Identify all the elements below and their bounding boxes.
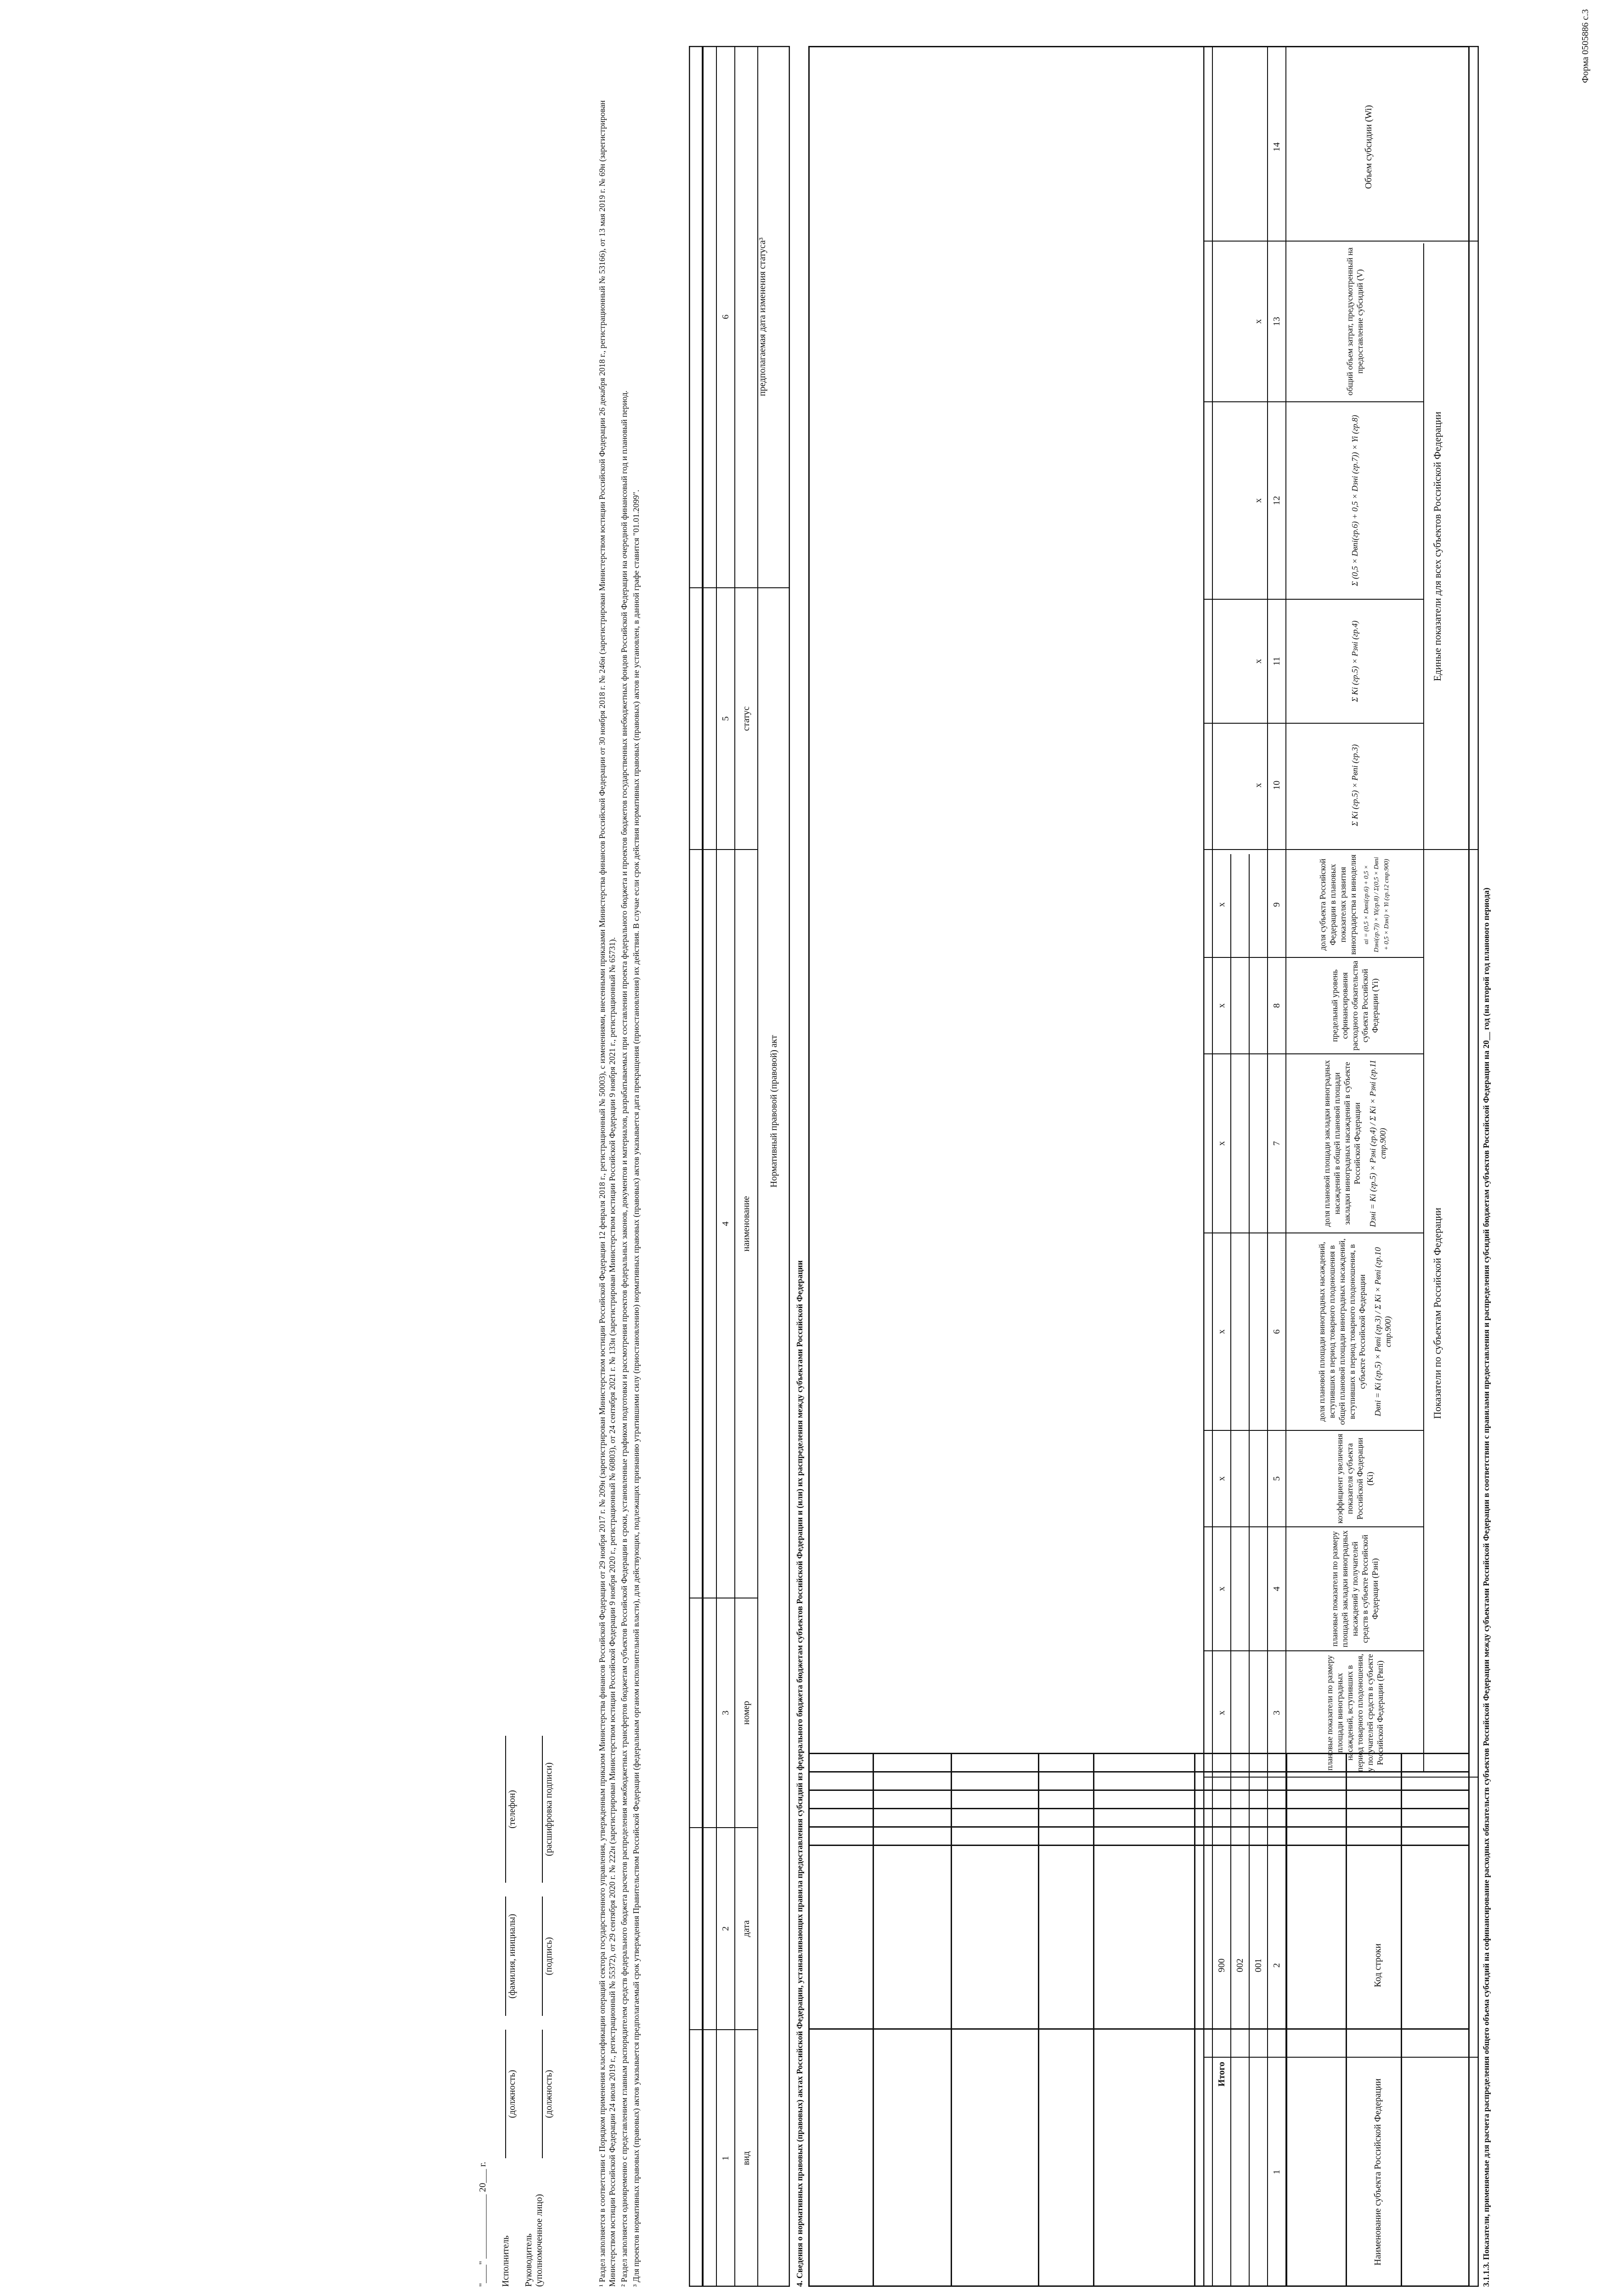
- s4-num-2: 2: [720, 1926, 731, 1931]
- head-label: Руководитель (уполномоченное лицо): [524, 2194, 544, 2287]
- total-x-7: x: [1216, 1141, 1227, 1146]
- head-position-caption: (должность): [543, 2070, 554, 2118]
- col9-label: доля субъекта Российской Федерации в плановых показателях развития виноградарства и виноделия αi = (0,5 × Dвпi(гр.6) + 0,5 × Dзнi(гр.7)) × Yi(гр.8) / Σ(0,5 × Dвпi + 0,5 × Dзнi) × Yi (гр.12 стр.900): [1318, 854, 1390, 955]
- num-7: 7: [1271, 1141, 1282, 1146]
- executor-label: Исполнитель: [501, 2235, 511, 2287]
- col3-label: плановые показатели по размеру площади виноградных насаждений, вступивших в период товарного плодоношения, у получателей средств в субъекте Российской Федерации (Pвпi): [1325, 1654, 1385, 1772]
- group-unified-header: Единые показатели для всех субъектов Российской Федерации: [1431, 411, 1443, 681]
- footnote-3: ³ Для проектов нормативных правовых (правовых) актов указывается предполагаемый срок утверждения Правительством Российской Федерации (федеральным органом исполнительной власти), для действующих, подлежащих признанию утратившими силу (приостановлению) нормативных правовых (правовых) актов указывается дата прекращения (приостановления) их действия. В случае если срок действия нормативных правовых (правовых) актов не установлен, в данной графе ставится "01.01.2099".: [631, 490, 641, 2287]
- head-signature-caption: (подпись): [543, 1937, 554, 1975]
- s4-col-status: статус: [741, 706, 751, 731]
- num-11: 11: [1271, 657, 1282, 666]
- col10-formula: Σ Ki (гр.5) × Pвпi (гр.3): [1350, 744, 1359, 827]
- head-decoding-caption: (расшифровка подписи): [543, 1762, 554, 1857]
- exec-phone-caption: (телефон): [507, 1790, 517, 1829]
- num-1: 1: [1271, 2170, 1282, 2174]
- header-name-col: Наименование субъекта Российской Федерации: [1373, 2078, 1383, 2266]
- s4-col-vid: вид: [741, 2151, 751, 2166]
- num-2: 2: [1271, 1963, 1282, 1968]
- x-12: x: [1253, 498, 1263, 503]
- act-header: Нормативный правовой (правовой) акт: [769, 1035, 779, 1187]
- s4-num-5: 5: [720, 716, 731, 721]
- x-10: x: [1253, 783, 1263, 788]
- col5-label: коэффициент увеличения показателя субъекта Российской Федерации (Ki): [1335, 1434, 1375, 1524]
- total-label: Итого: [1216, 2062, 1227, 2087]
- x-13: x: [1253, 319, 1263, 324]
- col4-label: плановые показатели по размеру площадей закладки виноградных насаждений у получателей средств в субъекте Российской Федерации (Pзнi): [1330, 1530, 1380, 1648]
- s4-num-6: 6: [720, 315, 731, 319]
- col7-label: доля плановой площади закладки виноградных насаждений в общей плановой площади закладки виноградных насаждений в субъекте Российской Федерации Dзнi = Ki (гр.5) × Pзнi (гр.4) / Σ Ki × Pзнi (гр.11 стр.900): [1322, 1059, 1387, 1227]
- footnotes: [597, 46, 684, 2287]
- col6-label: доля плановой площади виноградных насаждений, вступивших в период товарного плодоношения в общей плановой площади виноградных насаждений, вступивших в период товарного плодоношения, в субъекте Российской Федерации Dвпi = Ki (гр.5) × Pвпi (гр.3) / Σ Ki × Pвпi (гр.10 стр.900): [1317, 1238, 1392, 1425]
- total-x-4: x: [1216, 1587, 1227, 1591]
- num-4: 4: [1271, 1587, 1282, 1591]
- col12-formula: Σ (0,5 × Dвпi(гр.6) + 0,5 × Dзнi (гр.7)) × Yi (гр.8): [1350, 415, 1359, 586]
- s4-num-4: 4: [720, 1221, 731, 1226]
- s4-num-1: 1: [720, 2156, 731, 2161]
- total-x-3: x: [1216, 1711, 1227, 1715]
- s4-col-date-change: предполагаемая дата изменения статуса³: [757, 237, 767, 396]
- col8-label: предельный уровень софинансирования расходного обязательства субъекта Российской Федерации (Yi): [1330, 961, 1380, 1051]
- total-x-9: x: [1216, 902, 1227, 907]
- header-code-col: Код строки: [1373, 1943, 1383, 1987]
- num-14: 14: [1271, 142, 1282, 152]
- col11-formula: Σ Ki (гр.5) × Pзнi (гр.4): [1350, 620, 1359, 702]
- col13-label: общий объем затрат, предусмотренный на предоставление субсидий (V): [1345, 247, 1364, 396]
- x-11: x: [1253, 659, 1263, 664]
- total-x-5: x: [1216, 1476, 1227, 1481]
- header-volume: Объем субсидии (Wi): [1364, 105, 1374, 189]
- num-8: 8: [1271, 1003, 1282, 1008]
- num-9: 9: [1271, 902, 1282, 907]
- main-table-grid: [1203, 46, 1479, 2287]
- date-line: "____" ______________ 20___ г.: [478, 2161, 488, 2287]
- row1-code: 001: [1253, 1958, 1263, 1972]
- section-311-title: 3.1.1.3. Показатели, применяемые для расчета распределения общего объема субсидий на софинансирование расходных обязательств субъектов Российской Федерации между субъектами Российской Федерации в соответствии с правилами предоставления и распределения субсидий бюджетам субъектов Российской Федерации на 20__ год (на второй год планового периода): [1482, 887, 1491, 2287]
- group-subject-header: Показатели по субъектам Российской Федерации: [1431, 1207, 1443, 1419]
- total-x-8: x: [1216, 1003, 1227, 1008]
- exec-position-caption: (должность): [507, 2070, 517, 2118]
- footnote-2: ² Раздел заполняется одновременно с представлением главным распорядителем средств федерального бюджета расчетов распределения межбюджетных трансфертов бюджетам субъектов Российской Федерации в сроки, установленные графиком подготовки и рассмотрения проектов федеральных законов, документов и материалов, разрабатываемых при составлении проекта федерального бюджета и проектов бюджетов государственных внебюджетных фондов Российской Федерации на очередной финансовый год и плановый период.: [620, 390, 629, 2287]
- num-3: 3: [1271, 1711, 1282, 1715]
- section-4-title: 4. Сведения о нормативных правовых (правовых) актах Российской Федерации, устанавливающих правила предоставления субсидий из федерального бюджета бюджетам субъектов Российской Федерации и (или) их распределения между субъектами Российской Федерации: [795, 1260, 804, 2287]
- num-10: 10: [1271, 781, 1282, 790]
- num-6: 6: [1271, 1329, 1282, 1334]
- row2-code: 002: [1234, 1958, 1245, 1972]
- exec-fio-caption: (фамилия, инициалы): [507, 1913, 517, 1999]
- num-13: 13: [1271, 317, 1282, 326]
- total-code: 900: [1216, 1958, 1227, 1972]
- num-5: 5: [1271, 1476, 1282, 1481]
- s4-col-date: дата: [741, 1920, 751, 1937]
- total-x-6: x: [1216, 1329, 1227, 1334]
- footnote-1: ¹ Раздел заполняется в соответствии с Порядком применения классификации операций сектора государственного управления, утвержденным приказом Министерства финансов Российской Федерации от 29 ноября 2017 г. № 209н (зарегистрирован Министерством юстиции Российской Федерации 12 февраля 2018 г., регистрационный № 50003), с изменениями, внесенными приказами Министерства финансов Российской Федерации от 30 ноября 2018 г. № 246н (зарегистрирован Министерством юстиции Российской Федерации 26 декабря 2018 г., регистрационный № 53166), от 13 мая 2019 г. № 69н (зарегистрирован Министерством юстиции Российской Федерации 24 июля 2019 г., регистрационный № 55372), от 29 сентября 2020 г. № 222н (зарегистрирован Министерством юстиции Российской Федерации 9 ноября 2020 г., регистрационный № 60803), от 24 сентября 2021 г. № 133н (зарегистрирован Министерством юстиции Российской Федерации 9 ноября 2021 г., регистрационный № 65731).: [597, 100, 617, 2287]
- s4-num-3: 3: [720, 1711, 731, 1715]
- form-id: Форма 0505886 с.3: [1580, 9, 1590, 83]
- num-12: 12: [1271, 496, 1282, 505]
- s4-col-number: номер: [741, 1701, 751, 1725]
- s4-col-name: наименование: [741, 1196, 751, 1252]
